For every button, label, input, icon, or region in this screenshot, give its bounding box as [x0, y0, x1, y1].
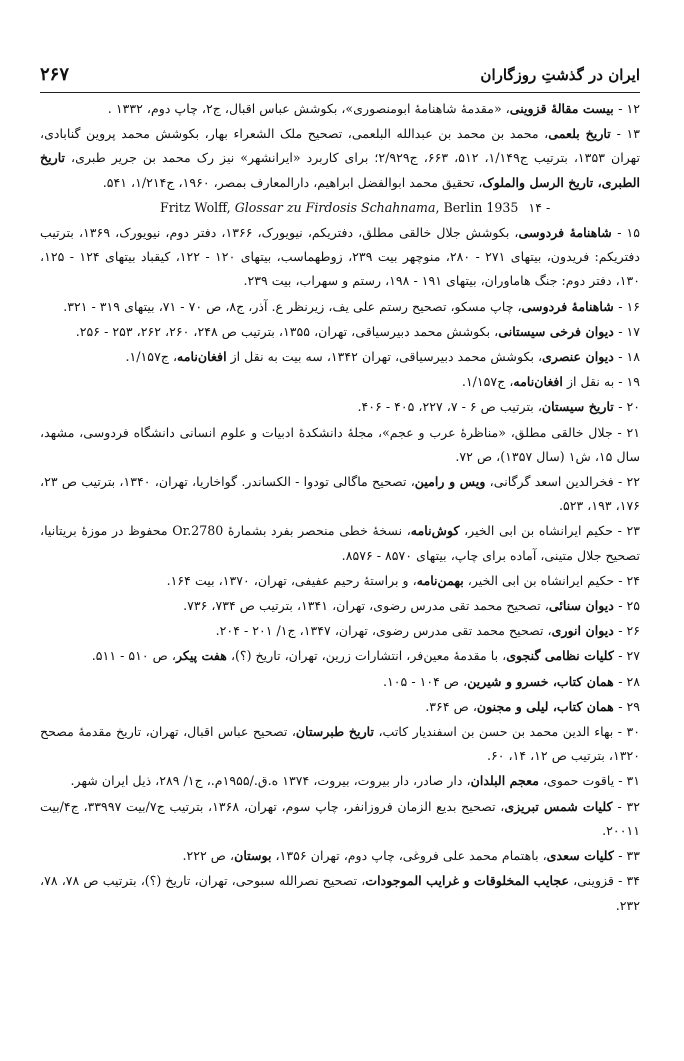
endnote-text: ، تصحیح محمد تقی مدرس رضوی، تهران، ۱۳۴۱، بترتیب ص ۷۳۴، ۷۳۶. — [183, 598, 549, 614]
endnote-source-title: تاریخ سیستان — [541, 399, 619, 415]
endnote-text: ، تصحیح ماگالی تودوا - الکساندر. گواخاریا، تهران، ۱۳۴۰، بترتیب ص ۲۳، ۱۷۶، ۱۹۳، ۵۲۳. — [40, 474, 640, 514]
endnote-entry — [40, 97, 640, 121]
endnote-entry — [40, 421, 640, 469]
endnote-text: ، با مقدمهٔ معین‌فر، انتشارات زرین، تهران، تاریخ (؟)، — [226, 648, 507, 664]
endnote-source-title: شاهنامهٔ فردوسی — [521, 298, 619, 314]
endnote-source-title: بوستان — [234, 848, 272, 864]
endnote-entry — [40, 795, 640, 843]
page-number: ۲۶۷ — [40, 64, 70, 85]
endnote-source-title: همان کتاب، لیلی و مجنون — [476, 698, 619, 714]
endnote-number: ۱۷ - — [618, 323, 640, 339]
endnote-entry — [40, 695, 640, 719]
endnote-source-title: بیست مقالهٔ قزوینی — [509, 101, 619, 116]
endnote-entry — [40, 196, 640, 220]
endnote-text: حکیم ایرانشاه بن ابی الخیر، — [459, 523, 618, 539]
endnote-entry — [40, 619, 640, 643]
endnote-number: ۳۳ - — [618, 848, 640, 864]
endnote-number: ۱۶ - — [618, 298, 640, 314]
endnote-entry — [40, 569, 640, 593]
endnote-number: ۲۹ - — [618, 698, 640, 714]
endnote-text: قزوینی، — [569, 873, 619, 889]
book-page — [40, 62, 640, 1052]
endnote-text: حکیم ایرانشاه بن ابی الخیر، — [463, 572, 619, 588]
running-title: ایران در گذشتِ روزگاران — [480, 66, 640, 84]
endnote-source-title: دیوان انوری — [551, 623, 619, 639]
endnote-number: ۱۳ - — [616, 126, 641, 142]
page-header — [40, 62, 640, 93]
endnote-source-title: تاریخ الطبری، تاریخ الرسل والملوک — [40, 150, 640, 190]
endnote-number: ۱۴ - — [528, 199, 551, 215]
endnote-entry — [40, 221, 640, 294]
endnote-entry — [40, 395, 640, 419]
endnote-source-title: کلیات نظامی گنجوی — [506, 648, 619, 664]
endnote-number: ۱۹ - — [618, 374, 640, 390]
endnote-entry — [40, 644, 640, 668]
endnotes-list — [40, 97, 640, 918]
endnote-text: ، بکوشش جلال خالقی مطلق، دفتریکم، نیویورک، ۱۳۶۶، دفتر دوم، نیویورک، ۱۳۶۹، بترتیب دفتریکم: فریدون، بیتهای ۲۷۱ - ۲۸۰، منوچهر بیت ۲۳۹، زوطهماسب، بیتهای ۱۲۰ - ۱۲۲، کیقباد بیتهای ۱۲۴ - ۱۲۵، ۱۳۰، دفتر دوم: جنگ هاماوران، بیتهای ۱۹۱ - ۱۹۸، رستم و سهراب، بیت ۲۳۹. — [40, 225, 641, 289]
endnote-number: ۲۶ - — [618, 623, 640, 639]
endnote-source-title: هفت پیکر — [175, 648, 227, 664]
endnote-entry — [40, 295, 640, 319]
endnote-text: ، باهتمام محمد علی فروغی، چاپ دوم، تهران ۱۳۵۶، — [271, 848, 547, 864]
endnote-source-title: کوش‌نامه — [410, 523, 460, 539]
endnote-text: یاقوت حموی، — [538, 773, 619, 789]
endnote-source-title: بهمن‌نامه — [416, 572, 464, 588]
endnote-entry — [40, 345, 640, 369]
endnote-text: ، ج۱/۱۵۷. — [461, 374, 514, 390]
endnote-source-title: تاریخ بلعمی — [548, 126, 617, 142]
endnote-source-title: تاریخ طبرستان — [295, 724, 374, 740]
endnote-source-title: افغان‌نامه — [177, 349, 227, 365]
endnote-text: ، ص ۵۱۰ - ۵۱۱. — [91, 648, 176, 664]
endnote-entry — [40, 370, 640, 394]
endnote-author: Fritz Wolff, — [160, 199, 235, 215]
endnote-source-title: افغان‌نامه — [513, 374, 563, 390]
endnote-number: ۲۱ - — [617, 424, 640, 440]
endnote-number: ۱۸ - — [618, 349, 640, 365]
endnote-text: ، محمد بن محمد بن عبدالله البلعمی، تصحیح ملک الشعراء بهار، بکوشش محمد پروین گنابادی، تهران ۱۳۵۳، بترتیب ج۱/۱۴۹، ۵۱۲، ۶۶۳، ج۲/۹۲۹؛ برای کاربرد «ایرانشهر» نیز رک محمد بن جریر طبری، — [40, 126, 640, 166]
endnote-text: ، ص ۲۲۲. — [182, 848, 235, 864]
endnote-number: ۲۵ - — [618, 598, 640, 614]
endnote-text: فخرالدین اسعد گرگانی، — [485, 474, 618, 490]
endnote-number: ۲۸ - — [618, 673, 640, 689]
endnote-entry — [40, 320, 640, 344]
endnote-entry — [40, 594, 640, 618]
endnote-text: ، دار صادر، دار بیروت، بیروت، ۱۳۷۴ ه.ق./۱۹۵۵م.، ج۱/ ۲۸۹، ذیل ایران شهر. — [70, 773, 471, 789]
endnote-source-title: عجایب المخلوقات و غرایب الموجودات — [365, 873, 570, 889]
endnote-text: ، بترتیب ص ۶ - ۷، ۲۲۷، ۴۰۵ - ۴۰۶. — [357, 399, 542, 415]
endnote-source-title: معجم البلدان — [470, 773, 539, 789]
endnote-text: ، و براستهٔ رحیم عفیفی، تهران، ۱۳۷۰، بیت ۱۶۴. — [166, 572, 417, 588]
endnote-text: ، تصحیح بدیع الزمان فروزانفر، چاپ سوم، تهران، ۱۳۶۸، بترتیب ج۷/بیت ۳۳۹۹۷، ج۴/بیت ۲۰۰۱۱. — [40, 798, 640, 838]
endnote-entry — [40, 519, 640, 567]
endnote-source-title: کلیات شمس تبریزی — [504, 798, 618, 814]
endnote-source-title: همان کتاب، خسرو و شیرین — [467, 673, 619, 689]
endnote-source-title: کلیات سعدی — [546, 848, 619, 864]
endnote-entry — [40, 869, 640, 917]
endnote-number: ۳۰ - — [617, 724, 641, 740]
endnote-text: , Berlin 1935 — [435, 199, 519, 215]
endnote-source-title: دیوان سنائی — [548, 598, 619, 614]
endnote-text: ، تصحیح عباس اقبال، تهران، تاریخ مقدمهٔ مصحح ۱۳۲۰، بترتیب ص ۱۲، ۱۴، ۶۰. — [40, 724, 640, 764]
endnote-text: ، ص ۱۰۴ - ۱۰۵. — [383, 673, 468, 689]
endnote-text: به نقل از — [562, 374, 619, 390]
endnote-number: ۱۲ - — [618, 101, 640, 116]
endnote-text: ، ج۱/۱۵۷. — [125, 349, 178, 365]
endnote-source-title: دیوان عنصری — [542, 349, 619, 365]
endnote-number: ۱۵ - — [617, 225, 641, 241]
endnote-text: ، «مقدمهٔ شاهنامهٔ ابومنصوری»، بکوشش عباس اقبال، ج۲، چاپ دوم، ۱۳۳۲ . — [107, 101, 510, 116]
endnote-number: ۲۴ - — [618, 572, 640, 588]
endnote-entry — [40, 720, 640, 768]
endnote-number: ۳۱ - — [618, 773, 640, 789]
endnote-text: ، چاپ مسکو، تصحیح رستم علی یف، زیرنظر ع. آذر، ج۸، ص ۷۰ - ۷۱، بیتهای ۳۱۹ - ۳۲۱. — [63, 298, 522, 314]
endnote-source-title: ویس و رامین — [414, 474, 486, 490]
endnote-entry — [40, 470, 640, 518]
endnote-text: ، تحقیق محمد ابوالفضل ابراهیم، دارالمعارف بمصر، ۱۹۶۰، ج۱/۲۱۴، ۵۴۱. — [102, 174, 483, 190]
endnote-entry — [40, 769, 640, 793]
endnote-text: ، بکوشش محمد دبیرسیاقی، تهران، ۱۳۵۵، بترتیب ص ۲۴۸، ۲۶۰، ۲۶۲، ۲۵۳ - ۲۵۶. — [75, 323, 499, 339]
endnote-number: ۳۴ - — [618, 873, 640, 889]
endnote-text: ، تصحیح نصرالله سبوحی، تهران، تاریخ (؟)، بترتیب ص ۷۸، ۷۸، ۲۳۲. — [40, 873, 640, 913]
endnote-number: ۲۷ - — [618, 648, 640, 664]
endnote-text: ، نسخهٔ خطی منحصر بفرد بشمارهٔ Or.2780 محفوظ در موزهٔ بریتانیا، تصحیح جلال متینی، آماده برای چاپ، بیتهای ۸۵۷۰ - ۸۵۷۶. — [40, 523, 640, 563]
endnote-number: ۲۰ - — [618, 399, 640, 415]
endnote-number: ۲۲ - — [618, 474, 641, 490]
endnote-text: ، تصحیح محمد تقی مدرس رضوی، تهران، ۱۳۴۷، ج۱/ ۲۰۱ - ۲۰۴. — [215, 623, 552, 639]
endnote-number: ۲۳ - — [617, 523, 640, 539]
endnote-entry — [40, 670, 640, 694]
endnote-source-title: دیوان فرخی سیستانی — [498, 323, 619, 339]
endnote-text: بهاء الدین محمد بن حسن بن اسفندیار کاتب، — [374, 724, 618, 740]
endnote-entry — [40, 844, 640, 868]
endnote-title: Glossar zu Firdosis Schahnama — [234, 199, 436, 215]
endnote-text: ، بکوشش محمد دبیرسیاقی، تهران ۱۳۴۲، سه بیت به نقل از — [226, 349, 543, 365]
endnote-text: جلال خالقی مطلق، «مناظرهٔ عرب و عجم»، مجلهٔ دانشکدهٔ ادبیات و علوم انسانی دانشگاه فردوسی، مشهد، سال ۱۵، ش۱ (سال ۱۳۵۷)، ص ۷۲. — [40, 424, 640, 464]
endnote-number: ۳۲ - — [617, 798, 640, 814]
endnote-text: ، ص ۳۶۴. — [425, 698, 477, 714]
endnote-entry — [40, 122, 640, 195]
endnote-source-title: شاهنامهٔ فردوسی — [518, 225, 618, 241]
